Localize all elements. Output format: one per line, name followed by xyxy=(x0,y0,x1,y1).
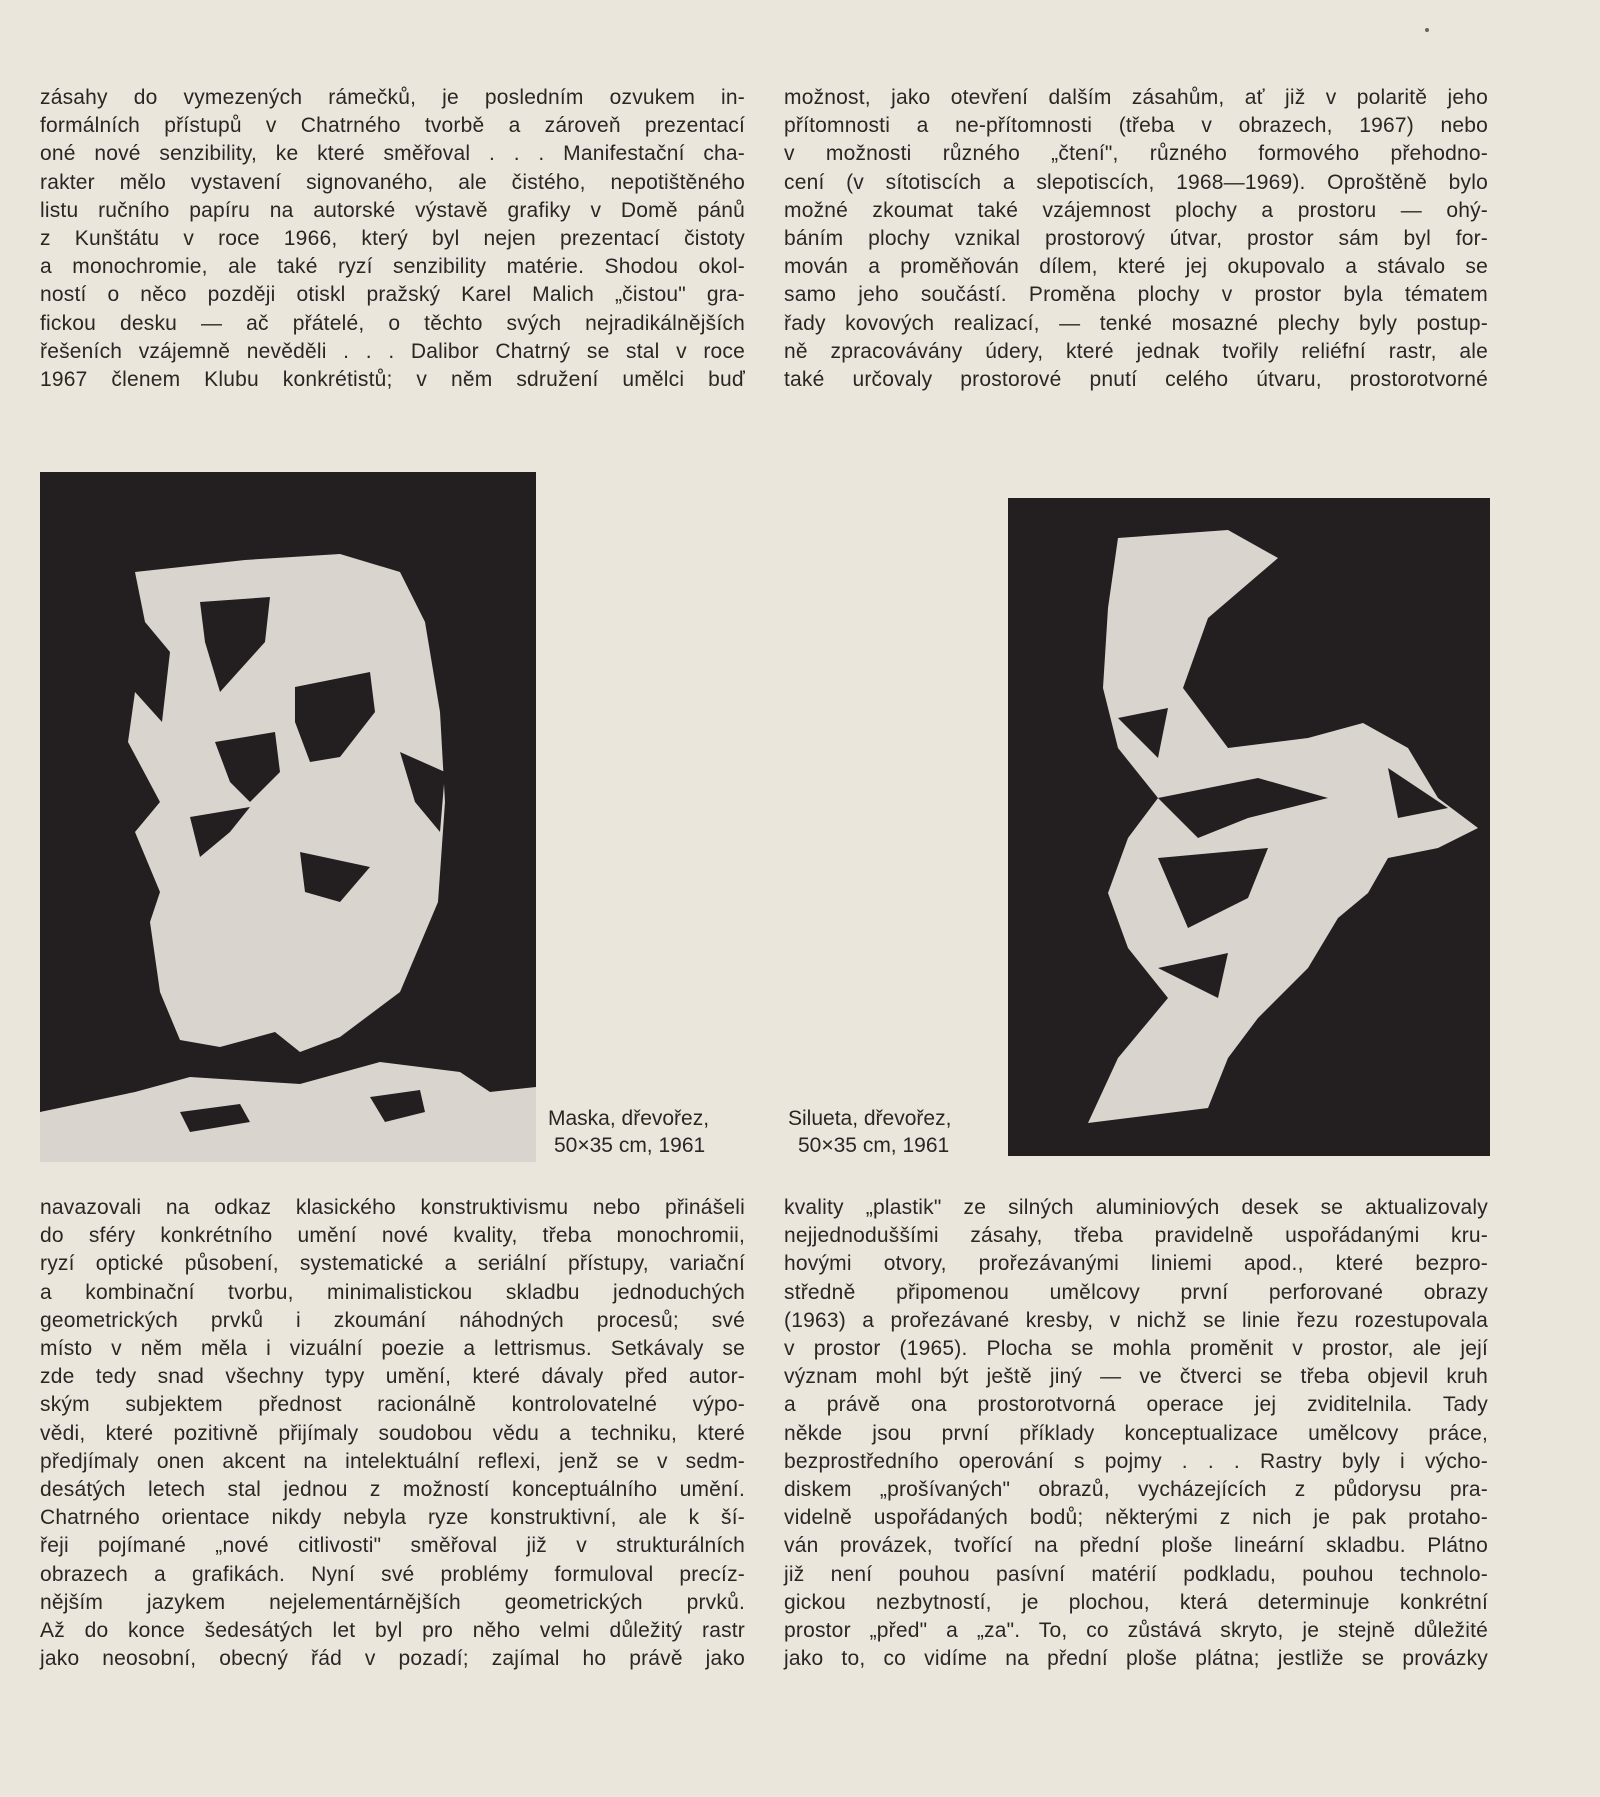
text-line: Chatrného orientace nikdy nebyla ryze konstruktivní, ale k ší- xyxy=(40,1506,745,1530)
text-line: bezprostředního operování s pojmy . . . Rastry byly i výcho- xyxy=(784,1449,1488,1473)
caption-maska-title: Maska, dřevořez, xyxy=(548,1107,710,1130)
text-line: samo jeho součástí. Proměna plochy v prostor byla tématem xyxy=(784,283,1488,307)
text-line: navazovali na odkaz klasického konstruktivismu nebo přinášeli xyxy=(40,1196,745,1219)
text-column-left-bottom xyxy=(40,1194,745,1673)
text-line: ván provázek, tvořící na přední ploše lineární skladbu. Plátno xyxy=(784,1534,1488,1558)
text-line: do sféry konkrétního umění nové kvality, třeba monochromii, xyxy=(40,1224,745,1248)
text-line: obrazech a grafikách. Nyní své problémy formuloval precíz- xyxy=(40,1562,745,1586)
text-column-right-top xyxy=(784,84,1488,394)
text-line: zde tedy snad všechny typy umění, které dávaly před autor- xyxy=(40,1365,745,1389)
text-line: Až do konce šedesátých let byl pro něho velmi důležitý rastr xyxy=(40,1619,745,1643)
text-line: řady kovových realizací, — tenké mosazné plechy byly postup- xyxy=(784,311,1488,335)
artwork-maska-woodcut xyxy=(40,472,536,1162)
text-line: jako neosobní, obecný řád v pozadí; zajímal ho právě jako xyxy=(40,1647,745,1671)
text-line: z Kunštátu v roce 1966, který byl nejen prezentací čistoty xyxy=(40,227,745,251)
text-line: nějším jazykem nejelementárnějších geometrických prvků. xyxy=(40,1590,745,1614)
caption-maska-details: 50×35 cm, 1961 xyxy=(554,1134,706,1157)
text-line: předjímaly onen akcent na intelektuální reflexi, jenž se v sedm- xyxy=(40,1449,745,1473)
text-line: v možnosti různého „čtení", různého formového přehodno- xyxy=(784,142,1488,166)
text-line: význam mohl být ještě jiný — ve čtverci se třeba objevil kruh xyxy=(784,1365,1488,1389)
text-line: vědi, které pozitivně přijímaly soudobou vědu a techniku, které xyxy=(40,1421,745,1445)
text-line: a kombinační tvorbu, minimalistickou skladbu jednoduchých xyxy=(40,1280,745,1304)
artwork-silueta-woodcut xyxy=(1008,498,1490,1156)
corner-mark xyxy=(1425,28,1429,32)
text-line: možné zkoumat také vzájemnost plochy a prostoru — ohý- xyxy=(784,198,1488,222)
text-line: a právě ona prostorotvorná operace jej zviditelnila. Tady xyxy=(784,1393,1488,1417)
text-line: fickou desku — ač přátelé, o těchto svých nejradikálnějších xyxy=(40,311,745,335)
text-line: mován a proměňován dílem, které jej okupovalo a stávalo se xyxy=(784,255,1488,279)
text-line: cení (v sítotiscích a slepotiscích, 1968—1969). Oproštěně bylo xyxy=(784,170,1488,194)
text-column-left-top xyxy=(40,84,745,394)
text-line: diskem „prošívaných" obrazů, vycházejících z půdorysu pra- xyxy=(784,1478,1488,1502)
text-line: formálních přístupů v Chatrného tvorbě a zároveň prezentací xyxy=(40,114,745,138)
text-line: videlně uspořádaných bodů; některými z nich je pak protaho- xyxy=(784,1506,1488,1530)
text-line: přítomnosti a ne-přítomnosti (třeba v obrazech, 1967) nebo xyxy=(784,114,1488,138)
text-line: řeji pojímané „nové citlivosti" směřoval již v strukturálních xyxy=(40,1534,745,1558)
text-line: středně připomenou umělcovy první perforované obrazy xyxy=(784,1280,1488,1304)
text-line: geometrických prvků i zkoumání náhodných procesů; své xyxy=(40,1308,745,1332)
caption-silueta-title: Silueta, dřevořez, xyxy=(788,1107,952,1130)
text-line: báním plochy vznikal prostorový útvar, prostor sám byl for- xyxy=(784,227,1488,251)
text-line: (1963) a prořezávané kresby, v nichž se linie řezu rozestupovala xyxy=(784,1308,1488,1332)
text-line: již není pouhou pasívní matérií podkladu, pouhou technolo- xyxy=(784,1562,1488,1586)
text-line: ností o něco později otiskl pražský Karel Malich „čistou" gra- xyxy=(40,283,745,307)
text-line: desátých letech stal jednou z možností konceptuálního umění. xyxy=(40,1478,745,1502)
text-line: rakter mělo vystavení signovaného, ale čistého, nepotištěného xyxy=(40,170,745,194)
text-line: řešeních vzájemně nevěděli . . . Dalibor Chatrný se stal v roce xyxy=(40,339,745,363)
text-line: ským subjektem přednost racionálně kontrolovatelné výpo- xyxy=(40,1393,745,1417)
text-line: gickou nezbytností, je plochou, která determinuje konkrétní xyxy=(784,1590,1488,1614)
text-line: místo v něm měla i vizuální poezie a lettrismus. Setkávaly se xyxy=(40,1337,745,1361)
text-line: a monochromie, ale také ryzí senzibility matérie. Shodou okol- xyxy=(40,255,745,279)
text-line: jako to, co vidíme na přední ploše plátna; jestliže se provázky xyxy=(784,1647,1488,1671)
text-column-right-bottom xyxy=(784,1194,1488,1673)
caption-silueta xyxy=(788,1105,998,1159)
text-line: také určovaly prostorové pnutí celého útvaru, prostorotvorné xyxy=(784,368,1488,392)
text-line: listu ručního papíru na autorské výstavě grafiky v Domě pánů xyxy=(40,198,745,222)
text-line: nejjednoduššími zásahy, třeba pravidelně uspořádanými kru- xyxy=(784,1224,1488,1248)
text-line: v prostor (1965). Plocha se mohla proměnit v prostor, ale její xyxy=(784,1337,1488,1361)
text-line: hovými otvory, prořezávanými liniemi apod., které bezpro- xyxy=(784,1252,1488,1276)
text-line: 1967 členem Klubu konkrétistů; v něm sdružení umělci buď xyxy=(40,368,745,392)
text-line: někde jsou první příklady konceptualizace umělcovy práce, xyxy=(784,1421,1488,1445)
caption-silueta-details: 50×35 cm, 1961 xyxy=(798,1134,950,1157)
text-line: zásahy do vymezených rámečků, je posledním ozvukem in- xyxy=(40,86,745,109)
text-line: možnost, jako otevření dalším zásahům, ať již v polaritě jeho xyxy=(784,86,1488,109)
text-line: oné nové senzibility, ke které směřoval . . . Manifestační cha- xyxy=(40,142,745,166)
text-line: prostor „před" a „za". To, co zůstává skryto, je stejně důležité xyxy=(784,1619,1488,1643)
text-line: ryzí optické působení, systematické a seriální přístupy, variační xyxy=(40,1252,745,1276)
caption-maska xyxy=(548,1105,748,1159)
text-line: ně zpracovávány údery, které jednak tvořily reliéfní rastr, ale xyxy=(784,339,1488,363)
text-line: kvality „plastik" ze silných aluminiových desek se aktualizovaly xyxy=(784,1196,1488,1219)
